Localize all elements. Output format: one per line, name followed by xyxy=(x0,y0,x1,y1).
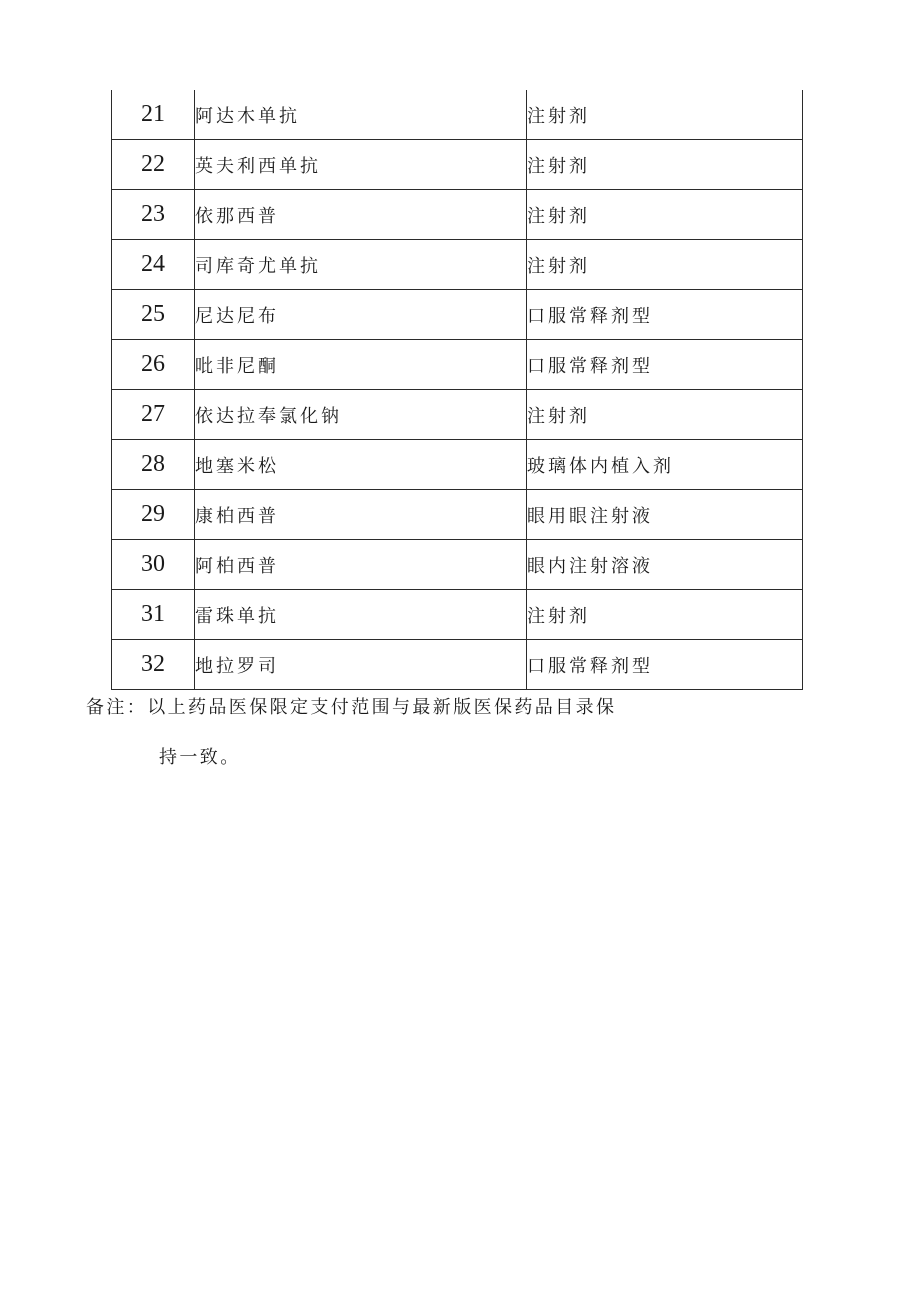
drug-name: 依达拉奉氯化钠 xyxy=(195,390,527,440)
drug-name: 地拉罗司 xyxy=(195,640,527,690)
table-row xyxy=(112,340,803,390)
row-number: 23 xyxy=(112,190,195,240)
drug-name: 阿达木单抗 xyxy=(195,90,527,140)
table-row xyxy=(112,140,803,190)
table-row xyxy=(112,390,803,440)
drug-name: 地塞米松 xyxy=(195,440,527,490)
dosage-form: 口服常释剂型 xyxy=(527,640,803,690)
table-row xyxy=(112,240,803,290)
drug-name: 司库奇尤单抗 xyxy=(195,240,527,290)
row-number: 32 xyxy=(112,640,195,690)
table-row xyxy=(112,190,803,240)
dosage-form: 眼内注射溶液 xyxy=(527,540,803,590)
drug-table xyxy=(111,90,803,690)
dosage-form: 注射剂 xyxy=(527,590,803,640)
row-number: 27 xyxy=(112,390,195,440)
row-number: 30 xyxy=(112,540,195,590)
dosage-form: 注射剂 xyxy=(527,90,803,140)
drug-name: 尼达尼布 xyxy=(195,290,527,340)
dosage-form: 注射剂 xyxy=(527,140,803,190)
table-row xyxy=(112,440,803,490)
row-number: 29 xyxy=(112,490,195,540)
row-number: 22 xyxy=(112,140,195,190)
row-number: 31 xyxy=(112,590,195,640)
table-row xyxy=(112,490,803,540)
remark-text-continued: 持一致。 xyxy=(159,747,241,768)
row-number: 28 xyxy=(112,440,195,490)
drug-name: 雷珠单抗 xyxy=(195,590,527,640)
drug-name: 康柏西普 xyxy=(195,490,527,540)
drug-name: 英夫利西单抗 xyxy=(195,140,527,190)
table-row xyxy=(112,290,803,340)
table-row xyxy=(112,640,803,690)
table-row xyxy=(112,540,803,590)
dosage-form: 注射剂 xyxy=(527,190,803,240)
row-number: 21 xyxy=(112,90,195,140)
dosage-form: 注射剂 xyxy=(527,390,803,440)
dosage-form: 玻璃体内植入剂 xyxy=(527,440,803,490)
row-number: 26 xyxy=(112,340,195,390)
table-row xyxy=(112,90,803,140)
row-number: 25 xyxy=(112,290,195,340)
drug-name: 吡非尼酮 xyxy=(195,340,527,390)
dosage-form: 眼用眼注射液 xyxy=(527,490,803,540)
row-number: 24 xyxy=(112,240,195,290)
dosage-form: 注射剂 xyxy=(527,240,803,290)
dosage-form: 口服常释剂型 xyxy=(527,290,803,340)
drug-name: 阿柏西普 xyxy=(195,540,527,590)
drug-name: 依那西普 xyxy=(195,190,527,240)
dosage-form: 口服常释剂型 xyxy=(527,340,803,390)
remark-text: 备注：以上药品医保限定支付范围与最新版医保药品目录保 xyxy=(86,697,617,718)
table-row xyxy=(112,590,803,640)
